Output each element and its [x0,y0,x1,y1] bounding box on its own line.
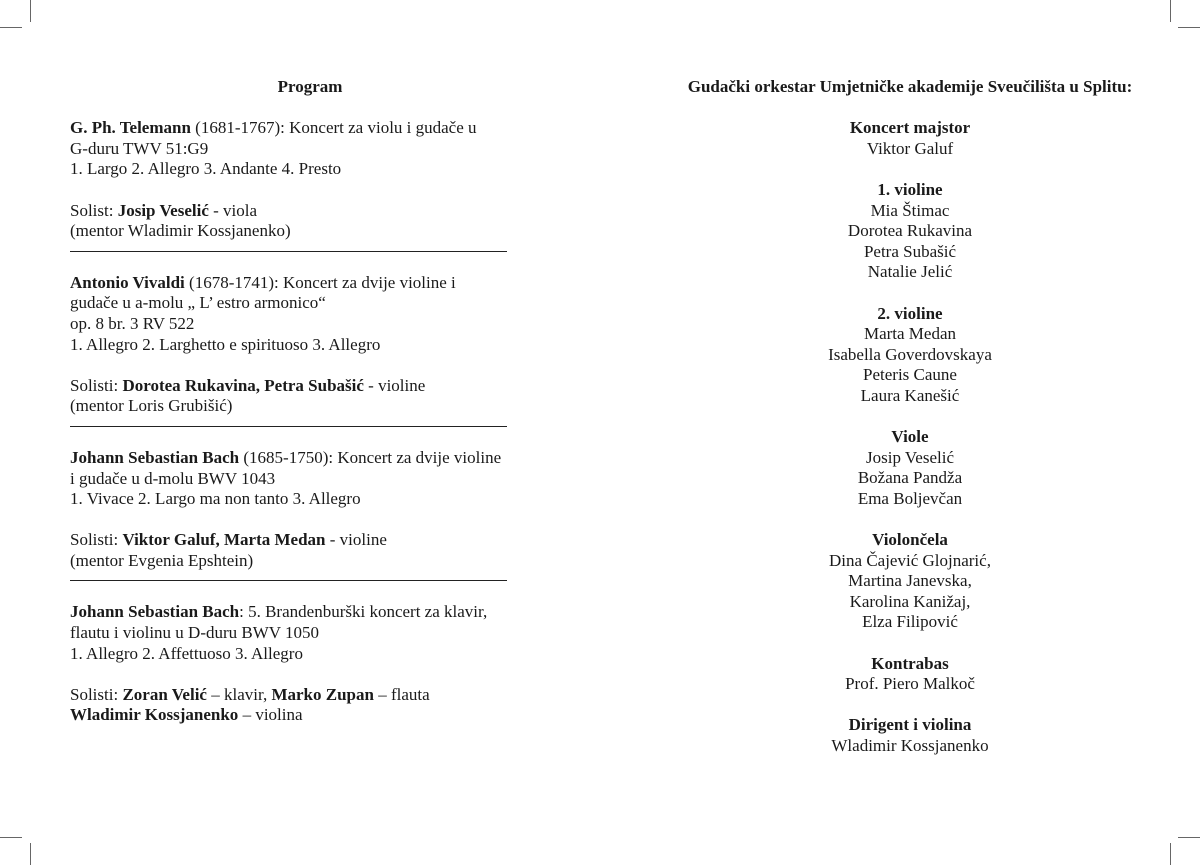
soloist-instrument: – flauta [373,684,430,704]
member-name: Isabella Goverdovskaya [828,344,992,364]
soloist-prefix: Solist: [70,200,118,220]
section-title: Kontrabas [871,653,949,673]
section-title: 2. violine [877,303,943,323]
crop-mark [1170,0,1171,22]
orchestra-section [660,715,1160,756]
crop-mark [1178,837,1200,838]
soloists [70,201,560,222]
mentor: (mentor Evgenia Epshtein) [70,550,254,570]
work-title: : 5. Brandenburški koncert za klavir, [239,602,488,622]
soloist-name: Josip Veselić [117,200,209,220]
section-title: Violončela [872,530,948,550]
program-heading: Program [277,77,343,96]
divider [70,426,507,427]
work-title: : Koncert za dvije violine i [274,272,456,292]
composer-name: G. Ph. Telemann [70,118,191,138]
work-title-line: op. 8 br. 3 RV 522 [70,313,195,333]
soloist-name: Wladimir Kossjanenko [70,705,239,725]
orchestra-section [660,180,1160,283]
work-title-line: flautu i violinu u D-duru BWV 1050 [70,623,319,643]
orchestra-section [660,118,1160,159]
crop-mark [30,0,31,22]
work-bach-1043 [70,448,560,582]
orchestra-section [660,530,1160,633]
soloist-name: Dorotea Rukavina, Petra Subašić [122,375,364,395]
soloist-name: Marko Zupan [271,684,374,704]
soloist-instrument: - violine [325,530,387,550]
soloist-prefix: Solisti: [70,375,123,395]
composer-name: Johann Sebastian Bach [70,602,240,622]
member-name: Karolina Kanižaj, [849,591,971,611]
crop-mark [0,27,22,28]
member-name: Wladimir Kossjanenko [831,736,989,755]
movements: 1. Allegro 2. Affettuoso 3. Allegro [70,643,303,663]
member-name: Prof. Piero Malkoč [845,674,975,694]
orchestra-heading: Gudački orkestar Umjetničke akademije Sveučilišta u Splitu: [687,77,1133,96]
work-telemann [70,118,560,252]
soloists [70,530,560,551]
movements: 1. Vivace 2. Largo ma non tanto 3. Allegro [70,489,361,509]
soloist-instrument: – violina [238,705,303,725]
program-page [70,77,560,726]
crop-mark [30,843,31,865]
movements: 1. Largo 2. Allegro 3. Andante 4. Presto [70,159,342,179]
composer-name: Antonio Vivaldi [70,272,185,292]
movements: 1. Allegro 2. Larghetto e spirituoso 3. Allegro [70,334,381,354]
work-title-line: G-duru TWV 51:G9 [70,138,209,158]
work-title-line: gudače u a-molu „ L’ estro armonico“ [70,293,326,313]
composer-dates: (1685-1750) [239,447,329,467]
member-name: Petra Subašić [863,241,957,261]
member-name: Elza Filipović [862,612,958,632]
member-name: Ema Boljevčan [857,488,963,508]
member-name: Peteris Caune [863,365,957,385]
work-title: : Koncert za violu i gudače u [280,118,477,138]
soloist-instrument: – klavir, [206,684,272,704]
work-title-line [70,448,560,469]
mentor: (mentor Wladimir Kossjanenko) [70,221,291,241]
soloist-instrument: - violine [363,375,426,395]
orchestra-section [660,427,1160,509]
soloist-instrument: - viola [208,200,258,220]
work-bach-1050 [70,602,560,726]
orchestra-sections [660,118,1160,756]
mentor: (mentor Loris Grubišić) [70,396,233,416]
soloist-name: Zoran Velić [122,684,207,704]
soloists [70,705,560,726]
section-title: Viole [891,427,929,447]
soloist-prefix: Solisti: [70,530,123,550]
orchestra-page [660,77,1160,757]
soloist-prefix: Solisti: [70,684,123,704]
section-title: Dirigent i violina [848,715,972,735]
divider [70,580,507,581]
composer-dates: (1678-1741) [184,272,275,292]
composer-name: Johann Sebastian Bach [70,447,240,467]
orchestra-section [660,304,1160,407]
divider [70,251,507,252]
orchestra-section [660,654,1160,695]
work-title-line: i gudače u d-molu BWV 1043 [70,468,276,488]
work-title-line [70,118,560,139]
crop-mark [1170,843,1171,865]
member-name: Mia Štimac [870,200,950,220]
work-vivaldi [70,273,560,427]
soloists [70,685,560,706]
crop-mark [1178,27,1200,28]
work-title-line [70,273,560,294]
crop-mark [0,837,22,838]
member-name: Natalie Jelić [867,262,953,282]
soloist-name: Viktor Galuf, Marta Medan [122,530,326,550]
member-name: Viktor Galuf [866,138,954,158]
member-name: Dorotea Rukavina [847,221,973,241]
member-name: Dina Čajević Glojnarić, [829,550,991,570]
section-title: Koncert majstor [849,118,971,138]
work-title-line [70,602,560,623]
section-title: 1. violine [877,179,943,199]
member-name: Božana Pandža [857,468,963,488]
member-name: Josip Veselić [866,447,954,467]
member-name: Martina Janevska, [848,571,972,591]
work-title: : Koncert za dvije violine [328,447,502,467]
member-name: Laura Kanešić [860,385,960,405]
member-name: Marta Medan [863,324,957,344]
composer-dates: (1681-1767) [190,118,281,138]
soloists [70,376,560,397]
